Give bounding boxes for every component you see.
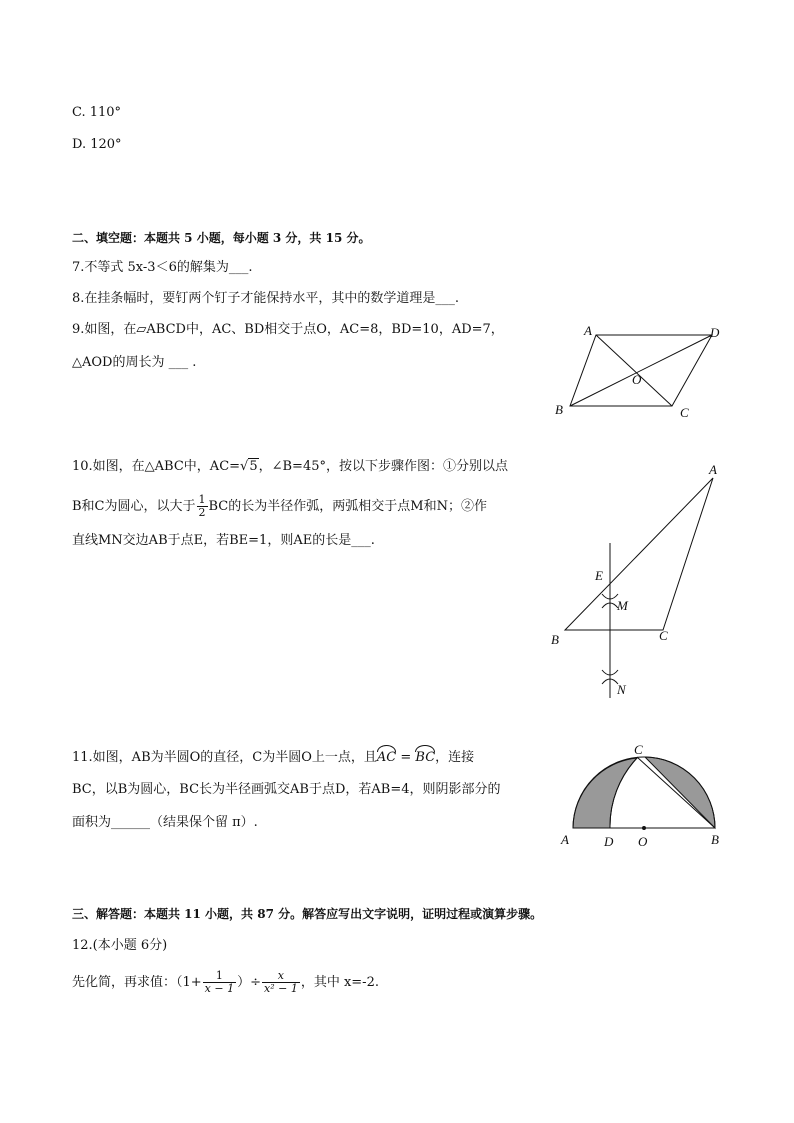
parallelogram-figure (550, 320, 730, 425)
label-m: M (617, 598, 628, 613)
question-12-text (72, 970, 379, 995)
question-11-line-1 (72, 745, 474, 767)
question-12-title: 12.(本小题 6分) (72, 938, 168, 953)
q10-text-1a: 10.如图，在△ABC中，AC= (72, 459, 241, 474)
triangle-construction-figure (545, 458, 730, 703)
question-10-line-1: 10.如图，在△ABC中，AC=√5，∠B=45°，按以下步骤作图：①分别以点 (72, 459, 508, 474)
label-o: O (638, 834, 648, 849)
label-c: C (634, 742, 643, 757)
label-b: B (555, 402, 563, 417)
question-9-line-2: △AOD的周长为 ___ . (72, 355, 197, 370)
option-d: D. 120° (72, 137, 122, 152)
question-7: 7.不等式 5x-3＜6的解集为___. (72, 260, 253, 275)
q12-text-b: ）÷ (237, 975, 261, 990)
label-a: A (584, 323, 592, 338)
question-9-line-1: 9.如图，在▱ABCD中，AC、BD相交于点O，AC=8，BD=10，AD=7， (72, 322, 504, 337)
q11-text-1b: ，连接 (435, 750, 475, 765)
question-10-line-3: 直线MN交边AB于点E，若BE=1，则AE的长是___. (72, 533, 375, 548)
section-2-header: 二、填空题：本题共 5 小题，每小题 3 分，共 15 分。 (72, 231, 371, 245)
label-d: D (710, 325, 720, 340)
semicircle-figure (555, 740, 730, 852)
section-3-header: 三、解答题：本题共 11 小题，共 87 分。解答应写出文字说明，证明过程或演算步骤。 (72, 907, 543, 921)
label-c: C (659, 628, 668, 643)
q10-text-1b: ，∠B=45°，按以下步骤作图：①分别以点 (258, 459, 508, 474)
q10-text-2a: B和C为圆心，以大于 (72, 499, 196, 514)
fraction-half: $\frac{1}{2}$ (198, 493, 206, 519)
equals: = (396, 750, 416, 765)
label-a: A (709, 462, 717, 477)
label-a: A (561, 832, 569, 847)
question-10-line-2 (72, 494, 487, 519)
q12-text-a: 先化简，再求值：（1+ (72, 975, 202, 990)
question-8: 8.在挂条幅时，要钉两个钉子才能保持水平，其中的数学道理是___. (72, 291, 460, 306)
label-o: O (632, 372, 642, 387)
label-b: B (551, 632, 559, 647)
label-d: D (604, 834, 614, 849)
option-c: C. 110° (72, 105, 122, 120)
fraction-x-over-x2-1: $\frac{x}{\text{x² − 1}}$ (264, 969, 298, 995)
fraction-1-over-x-1: $\frac{1}{x - 1}$ (204, 969, 235, 995)
q12-text-c: ，其中 x=-2. (300, 975, 379, 990)
q11-text-1a: 11.如图，AB为半圆O的直径，C为半圆O上一点，且 (72, 750, 377, 765)
arc-bc: BC (415, 745, 435, 767)
q10-text-2b: BC的长为半径作弧，两弧相交于点M和N；②作 (208, 499, 487, 514)
label-e: E (595, 568, 603, 583)
question-11-line-3: 面积为______（结果保个留 π）. (72, 815, 258, 830)
question-11-line-2: BC，以B为圆心，BC长为半径画弧交AB于点D，若AB=4，则阴影部分的 (72, 782, 501, 797)
label-c: C (680, 405, 689, 420)
label-b: B (711, 832, 719, 847)
label-n: N (617, 682, 626, 697)
arc-ac: AC (377, 745, 396, 767)
sqrt-five: 5 (249, 459, 258, 474)
